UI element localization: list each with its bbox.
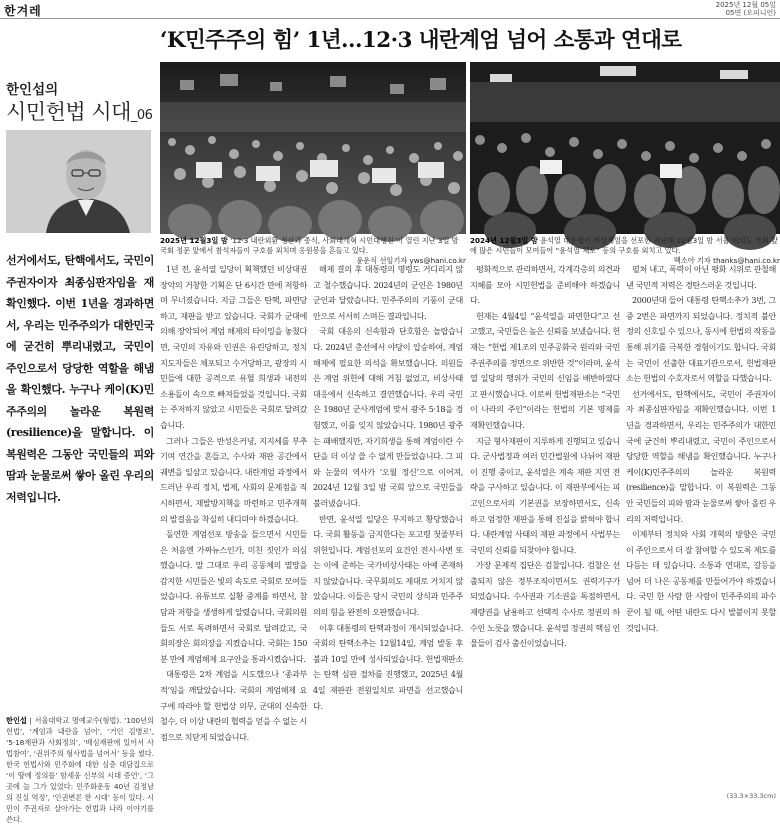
paragraph: 지금 형사재판이 지루하게 진행되고 있습니다. 군사법정과 여러 민간법원에 나뉘어 재판이 진행 중이고, 윤석열은 계속 재판 지연 전략을 구사하고 있습니다. 이 재판부에서는 피고인으로서의 기본권을 보장하면서도, 신속하고 엄정한 재판을 통해 진실을 밝혀야 합니다. 내란계엄 사태의 재판 과정에서 사법부는 국민의 신뢰를 되찾아야 합니다. — [470, 435, 620, 555]
photo-left-caption-text: ‘12·3 내란외환 청산과 종식, 사회대개혁 시민대행진’이 열린 지난 3일 밤 국회 정문 앞에서 참석자들이 구호를 외치며 응원봉을 흔들고 있다. — [160, 236, 459, 255]
lead-paragraph: 선거에서도, 탄핵에서도, 국민이 주권자이자 최종심판자임을 재확인했다. 이번 1년을 경과하면서, 우리는 민주주의가 대한민국에 굳건히 뿌리내렸고, 국민이 주인으로서 당당한 역할을 해냄을 확인했다. 누구나 케이(K)민주주의의 놀라운 복원력(resilience)을 말합니다. 이 복원력은 그동안 국민들의 피와 땀과 눈물로써 쌓아 올린 우리의 저력입니다. — [6, 254, 154, 504]
photo-right-caption — [470, 236, 780, 265]
body-column-1 — [160, 262, 307, 792]
paragraph: 대통령은 2차 계엄을 시도했으나 ‘종과부적’임을 깨달았습니다. 국회의 계엄해제 요구에 따라야 할 헌법상 의무, 군대의 신속한 철수, 더 이상 내란의 협력을 얻을 수 없는 시점으로 치닫게 되었습니다. — [160, 669, 307, 742]
photo-left-caption-title: 2025년 12월3일 밤 — [160, 236, 228, 245]
photo-rally-2025 — [160, 62, 466, 234]
columnist-portrait — [6, 130, 151, 233]
body-column-2 — [313, 262, 463, 792]
paragraph: 돌연한 계엄선포 방송을 들으면서 시민들은 처음엔 가짜뉴스인가, 미친 짓인가 의심했습니다. 말 그대로 우리 공동체의 멸망을 감지한 시민들은 빛의 속도로 국회로 모여들었습니다. 유튜브로 실황 중계를 하면서, 참담과 저항을 생생하게 알렸습니다. 국회의원들도 서로 독려하면서 국회로 달려갔고, 국회의장은 회의장을 지켰습니다. 국회는 150분 만에 계엄해제 요구안을 통과시켰습니다. — [160, 529, 307, 664]
dateline-page: 05면 (오피니언) — [725, 9, 776, 17]
photo-right-caption-text: 윤석열 대통령이 비상계엄을 선포한 지난해 12월3일 밤 서울 여의도 국회 앞에 많은 시민들이 모여들어 “윤석열 체포” 등의 구호를 외치고 있다. — [470, 236, 779, 255]
photo-right-caption-title: 2024년 12월3일 밤 — [470, 236, 538, 245]
paragraph: 펼쳐 내고, 폭력이 아닌 평화 시위로 관철해 낸 국민적 저력은 경탄스러운 것입니다. — [626, 264, 776, 290]
paragraph: 반면, 윤석열 일당은 무지하고 황당했습니다. 국회 활동을 금지한다는 포고령 첫줄부터 위헌입니다. 계엄선포의 요건인 전시·사변 또는 이에 준하는 국가비상사태는 아예 존재하지 않았습니다. 국무회의도 제대로 거치지 않았습니다. 이들은 당시 국민의 상식과 민주주의의 힘을 완전히 오판했습니다. — [313, 513, 463, 618]
paragraph: 1년 전, 윤석열 일당이 획책했던 비상대권 장악의 거창한 기획은 단 6시간 만에 저항하며 무너졌습니다. 지금 그들은 탄핵, 파면당하고, 재판을 받고 있습니다. 국회가 군대에 의해 장악되어 계엄 해제의 타이밍을 놓쳤다면, 국민의 자유와 인권은 유린당하고, 정치지도자들은 체포되고 수거당하고, 광장의 시민들에 대한 공격으로 유혈 희생과 내전의 소용돌이 속으로 빠져들었을 것입니다. 국회는 주저하지 않았고 시민들은 국회로 달려갔습니다. — [160, 264, 307, 430]
paragraph: 선거에서도, 탄핵에서도, 국민이 주권자이자 최종심판자임을 재확인했습니다. 이번 1년을 경과하면서, 우리는 민주주의가 대한민국에 굳건히 뿌리내렸고, 국민이 주인으로서 당당한 역할을 해냄을 확인했습니다. 누구나 케이(K)민주주의의 놀라운 복원력(resilience)을 말합니다. 이 복원력은 그동안 국민들의 피와 땀과 눈물로써 쌓아 올린 우리의 저력입니다. — [626, 388, 776, 524]
paragraph: 이제부터 정치와 사회 개혁의 방향은 국민이 주인으로서 더 잘 참여할 수 있도록 제도를 다듬는 데 있습니다. 소통과 연대로, 갈등을 넘어 더 나은 공동체를 만들어가야 하겠습니다. 국민 한 사람 한 사람이 민주주의의 파수꾼이 될 때, 어떤 내란도 다시 발붙이지 못할 것입니다. — [626, 529, 776, 633]
photo-left-caption — [160, 236, 466, 265]
paragraph: 평화적으로 관리하면서, 각계각층의 의견과 지혜를 모아 시민헌법을 준비해야 하겠습니다. — [470, 264, 620, 306]
paragraph: 헌재는 4월4일 “윤석열을 파면한다”고 선고했고, 국민들은 높은 신뢰를 보냈습니다. 헌재는 “헌법 제1조의 민주공화국 원리와 국민주권주의를 정면으로 위반한 것”이라며, 윤석열 일당의 행위가 국민의 신임을 배반하였다고 판시했습니다. 이로써 헌법재판소는 “국민이 나라의 주인”이라는 헌법의 기본 명제를 재확인했습니다. — [470, 310, 620, 430]
paragraph: 2000년대 들어 대통령 탄핵소추가 3번, 그 중 2번은 파면까지 되었습니다. 정치적 불안정의 신호일 수 있으나, 동시에 헌법의 작동을 통해 위기를 극복한 경험이기도 합니다. 국회는 국민이 선출한 대표기관으로서, 헌법재판소는 헌법의 수호자로서 역할을 다했습니다. — [626, 295, 776, 384]
masthead: 한겨레 — [4, 4, 42, 18]
portrait-image — [6, 130, 151, 233]
paragraph: 가장 문제적 집단은 검찰입니다. 검찰은 선출되지 않은 정부조직이면서도 권력기구가 되었습니다. 수사권과 기소권을 독점하면서, 재량권을 남용하고 선택적 수사로 정권의 하수인 노릇을 했습니다. 윤석열 정권의 핵심 인물들이 검사 출신이었습니다. — [470, 560, 620, 649]
author-bio-name: 한인섭 — [6, 716, 27, 725]
body-column-3 — [470, 262, 620, 792]
dateline-date: 2025년 12월 05일 — [715, 1, 776, 9]
series-number: _06 — [130, 108, 153, 123]
paragraph: 해제 결의 후 대통령의 명령도 거디리지 않고 철수했습니다. 2024년의 군인은 1980년 군인과 달랐습니다. 민주주의의 기풍이 군대 안으로 서서히 스며든 결과입니다. — [313, 264, 463, 321]
top-rule — [0, 18, 780, 19]
rally-2025-image — [160, 62, 466, 234]
photo-left-credit: 윤운식 선임기자 yws@hani.co.kr — [356, 256, 466, 265]
headline: ‘K민주주의 힘’ 1년…12·3 내란계엄 넘어 소통과 연대로 — [160, 28, 682, 53]
author-bio: 한인섭 | 서울대학교 명예교수(형법). ‘100년의 헌법’, ‘계엄과 내란을 넘어’, ‘거인 김병로’, ‘5·18재판과 사회정의’, ‘배심재판에 있어서 사법참여’, ‘권위주의 형사법을 넘어서’ 등을 썼다. 한국 헌법사와 민주화에 대한 심층 대담집으로 ‘이 땅에 정의를’ 함세웅 신부의 시대 증언’, ‘그곳에 늘 그가 있었다: 민주화운동 40년 김정남의 진실 역정’, ‘인권변론 한 시대’ 등이 있다. 시민이 주권자로 살아가는 헌법과 나라 이야기를 쓴다. — [6, 716, 154, 824]
photo-right-credit: 백소아 기자 thanks@hani.co.kr — [673, 256, 780, 265]
photo-rally-2024 — [470, 62, 780, 234]
dateline — [656, 1, 776, 17]
rally-2024-image — [470, 62, 780, 234]
paragraph: 그러나 그들은 반성은커녕, 지지세를 부추기며 연간을 흔들고, 수사와 재판 공간에서 궤변을 일삼고 있습니다. 내란계엄 과정에서 드러난 우리 정치, 법제, 사회의 문제점을 직시하면서, 재발방지책을 마련하고 민주개혁의 발걸음을 착실히 내디뎌야 하겠습니다. — [160, 435, 307, 524]
size-note: (33.3×33.3cm) — [726, 792, 776, 800]
columnist-name: 한인섭의 — [6, 82, 59, 98]
series-name: 시민헌법 시대 — [6, 100, 131, 124]
paragraph: 국회 대응의 신속함과 단호함은 놀랍습니다. 2024년 총선에서 야당이 압승하여, 계엄 해제에 필요한 의석을 확보했습니다. 의원들은 계엄 위헌에 대해 거침 없었고, 비상사태 대응에서 신속하고 결연했습니다. 우리 국민은 1980년 군사계엄에 맞서 광주 5·18을 경험했고, 이를 잊지 않았습니다. 1980년 광주는 패배했지만, 자기희생을 통해 계엄이란 수단을 더 이상 쓸 수 없게 만들었습니다. 그 피와 눈물의 역사가 ‘오월 정신’으로 이어져, 2024년 12월 3일 밤 국회 앞으로 국민들을 불러냈습니다. — [313, 326, 463, 508]
series-title — [6, 96, 152, 126]
paragraph: 이후 대통령의 탄핵과정이 개시되었습니다. 국회의 탄핵소추는 12월14일, 계엄 발동 후 불과 10일 만에 성사되었습니다. 헌법재판소는 탄핵 심판 절차를 진행했고, 2025년 4월 4일 재판관 전원일치로 파면을 선고했습니다. — [313, 622, 463, 711]
body-column-4 — [626, 262, 776, 792]
author-bio-text: 서울대학교 명예교수(형법). ‘100년의 헌법’, ‘계엄과 내란을 넘어’, ‘거인 김병로’, ‘5·18재판과 사회정의’, ‘배심재판에 있어서 사법참여’, ‘권위주의 형사법을 넘어서’ 등을 썼다. 한국 헌법사와 민주화에 대한 심층 대담집으로 ‘이 땅에 정의를’ 함세웅 신부의 시대 증언’, ‘그곳에 늘 그가 있었다: 민주화운동 40년 김정남의 진실 역정’, ‘인권변론 한 시대’ 등이 있다. 시민이 주권자로 살아가는 헌법과 나라 이야기를 쓴다. — [6, 716, 154, 824]
